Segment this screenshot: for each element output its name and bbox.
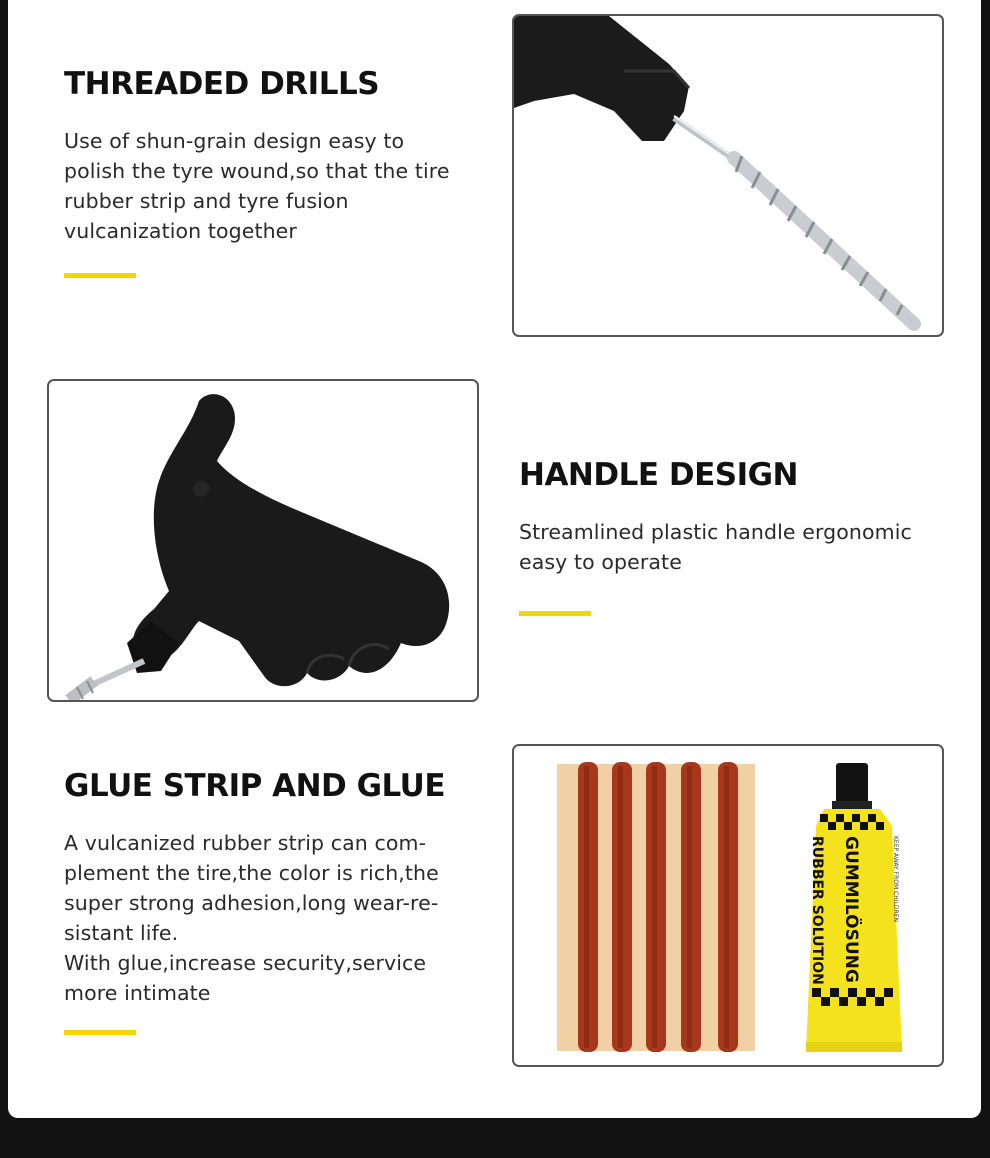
section-description-threaded-drills: Use of shun-grain design easy to polish the tyre wound,so that the tire rubber strip and tyre fusion vulcanization together [64,129,450,243]
accent-bar [519,611,591,616]
glue-tube-warning: KEEP AWAY FROM CHILDREN [892,836,899,922]
accent-bar [64,273,136,278]
section-description-glue-strip: A vulcanized rubber strip can com- plement the tire,the color is rich,the super strong adhesion,long wear-re- sistant life. With glue,increase security,service more intimate [64,831,439,1005]
section-title-glue-strip: GLUE STRIP AND GLUE [64,768,446,804]
glue-strips-image [512,744,944,1067]
glue-tube-brand: GUMMILÖSUNG [841,836,861,983]
t-handle-image [47,379,479,702]
section-description-handle-design: Streamlined plastic handle ergonomic easy to operate [519,520,912,574]
section-title-handle-design: HANDLE DESIGN [519,457,798,493]
section-title-threaded-drills: THREADED DRILLS [64,66,380,102]
threaded-drill-image [512,14,944,337]
glue-tube-subtitle: RUBBER SOLUTION [809,836,825,985]
accent-bar [64,1030,136,1035]
glue-tube-label [809,836,899,986]
